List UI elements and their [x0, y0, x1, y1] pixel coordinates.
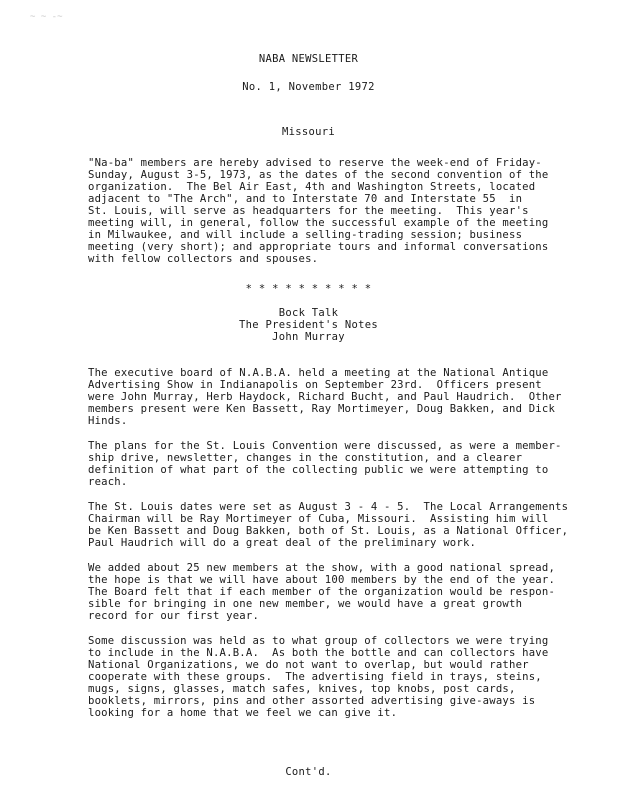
text-line: were John Murray, Herb Haydock, Richard Bucht, and Paul Haudrich. Other	[88, 391, 562, 403]
text-line: meeting (very short); and appropriate tours and informal conversations	[88, 241, 549, 253]
scan-mark: ~ ~ -~	[30, 12, 63, 22]
text-line: organization. The Bel Air East, 4th and Washington Streets, located	[88, 181, 536, 193]
paragraph-convention-plans	[88, 440, 562, 488]
text-line: sible for bringing in one new member, we would have a great growth	[88, 598, 523, 610]
newsletter-title: NABA NEWSLETTER	[258, 53, 359, 65]
text-line: be Ken Bassett and Doug Bakken, both of St. Louis, as a National Officer,	[88, 525, 569, 537]
paragraph-board-meeting	[88, 367, 562, 427]
paragraph-dates	[88, 501, 569, 549]
paragraph-membership	[88, 562, 556, 622]
text-line: We added about 25 new members at the show, with a good national spread,	[88, 562, 556, 574]
continued-note: Cont'd.	[285, 766, 332, 778]
text-line: "Na-ba" members are hereby advised to reserve the week-end of Friday-	[88, 157, 542, 169]
issue-line: No. 1, November 1972	[242, 81, 375, 93]
paragraph-collector-groups	[88, 635, 549, 719]
text-line: record for our first year.	[88, 610, 260, 622]
text-line: Paul Haudrich will do a great deal of the preliminary work.	[88, 537, 477, 549]
text-line: The St. Louis dates were set as August 3 - 4 - 5. The Local Arrangements	[88, 501, 569, 513]
separator-stars: * * * * * * * * * *	[245, 283, 372, 295]
section-heading: Missouri	[282, 126, 335, 138]
text-line: The plans for the St. Louis Convention were discussed, as were a member-	[88, 440, 562, 452]
text-line: The Board felt that if each member of the organization would be respon-	[88, 586, 556, 598]
text-line: St. Louis, will serve as headquarters for the meeting. This year's	[88, 205, 529, 217]
text-line: meeting will, in general, follow the successful example of the meeting	[88, 217, 549, 229]
text-line: ship drive, newsletter, changes in the constitution, and a clearer	[88, 452, 523, 464]
text-line: reach.	[88, 476, 128, 488]
text-line: Some discussion was held as to what group of collectors we were trying	[88, 635, 549, 647]
column-author: John Murray	[272, 331, 345, 343]
text-line: Chairman will be Ray Mortimeyer of Cuba, Missouri. Assisting him will	[88, 513, 549, 525]
text-line: cooperate with these groups. The advertising field in trays, steins,	[88, 671, 542, 683]
text-line: booklets, mirrors, pins and other assorted advertising give-aways is	[88, 695, 536, 707]
text-line: the hope is that we will have about 100 members by the end of the year.	[88, 574, 556, 586]
text-line: National Organizations, we do not want to overlap, but would rather	[88, 659, 529, 671]
column-title: Bock Talk	[278, 307, 339, 319]
text-line: definition of what part of the collecting public we were attempting to	[88, 464, 549, 476]
text-line: Sunday, August 3-5, 1973, as the dates of the second convention of the	[88, 169, 549, 181]
text-line: in Milwaukee, and will include a selling-trading session; business	[88, 229, 523, 241]
text-line: Hinds.	[88, 415, 128, 427]
text-line: members present were Ken Bassett, Ray Mortimeyer, Doug Bakken, and Dick	[88, 403, 556, 415]
text-line: Advertising Show in Indianapolis on September 23rd. Officers present	[88, 379, 542, 391]
text-line: looking for a home that we feel we can give it.	[88, 707, 398, 719]
column-subtitle: The President's Notes	[238, 319, 379, 331]
intro-paragraph	[88, 157, 549, 265]
text-line: to include in the N.A.B.A. As both the bottle and can collectors have	[88, 647, 549, 659]
text-line: The executive board of N.A.B.A. held a meeting at the National Antique	[88, 367, 549, 379]
text-line: adjacent to "The Arch", and to Interstate 70 and Interstate 55 in	[88, 193, 523, 205]
text-line: mugs, signs, glasses, match safes, knives, top knobs, post cards,	[88, 683, 516, 695]
text-line: with fellow collectors and spouses.	[88, 253, 319, 265]
